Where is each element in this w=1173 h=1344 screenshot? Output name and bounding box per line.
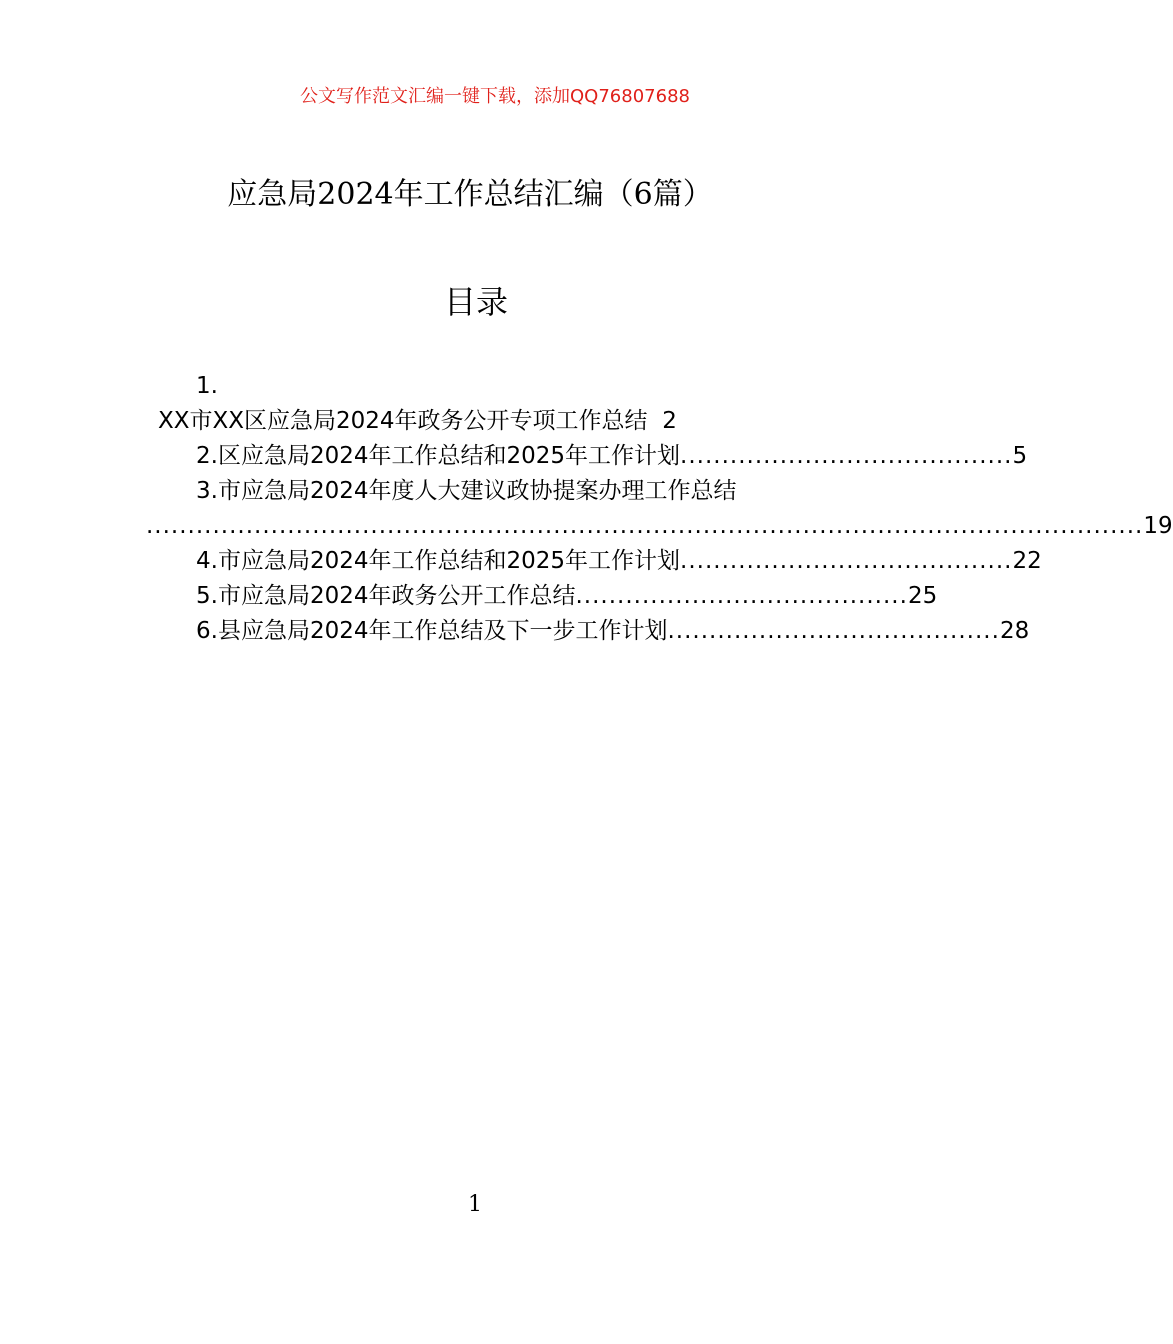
toc-heading: 目录 bbox=[443, 283, 508, 321]
toc-entry-3-page: 19 bbox=[1143, 513, 1173, 539]
toc-leader: ........................................................................................................................ bbox=[146, 513, 1144, 539]
toc-entry-5-title: 5.市应急局2024年政务公开工作总结 bbox=[196, 583, 576, 609]
toc-entry-6-page: 28 bbox=[999, 618, 1030, 644]
toc-leader: ........................................ bbox=[680, 443, 1013, 469]
toc-entry-4-page: 22 bbox=[1012, 548, 1042, 574]
toc-entry-6-title: 6.县应急局2024年工作总结及下一步工作计划 bbox=[196, 618, 668, 644]
toc-entry-2-title: 2.区应急局2024年工作总结和2025年工作计划 bbox=[196, 443, 681, 469]
toc-leader: ........................................ bbox=[667, 618, 1000, 644]
download-banner[interactable]: 公文写作范文汇编一键下载，添加QQ76807688 bbox=[300, 86, 690, 107]
toc-entry-2-page: 5 bbox=[1012, 443, 1028, 469]
toc-entry-2[interactable] bbox=[196, 439, 1028, 474]
toc-entry-1-number[interactable]: 1. bbox=[196, 373, 218, 399]
toc-entry-4-title: 4.市应急局2024年工作总结和2025年工作计划 bbox=[196, 548, 681, 574]
page-number: 1 bbox=[468, 1192, 482, 1217]
toc-entry-5[interactable] bbox=[196, 579, 938, 614]
toc-entry-1-title: XX市XX区应急局2024年政务公开专项工作总结 bbox=[158, 408, 648, 434]
toc-entry-5-page: 25 bbox=[907, 583, 938, 609]
toc-entry-1[interactable] bbox=[158, 404, 677, 439]
toc-entry-3[interactable] bbox=[146, 509, 1173, 544]
toc-leader: ........................................ bbox=[680, 548, 1013, 574]
toc-entry-6[interactable] bbox=[196, 614, 1030, 649]
document-title: 应急局2024年工作总结汇编（6篇） bbox=[227, 177, 713, 212]
toc-leader: ........................................ bbox=[575, 583, 908, 609]
toc-entry-1-page: 2 bbox=[662, 408, 677, 434]
toc-entry-3-title[interactable]: 3.市应急局2024年度人大建议政协提案办理工作总结 bbox=[196, 478, 737, 504]
toc-entry-4[interactable] bbox=[196, 544, 1042, 579]
